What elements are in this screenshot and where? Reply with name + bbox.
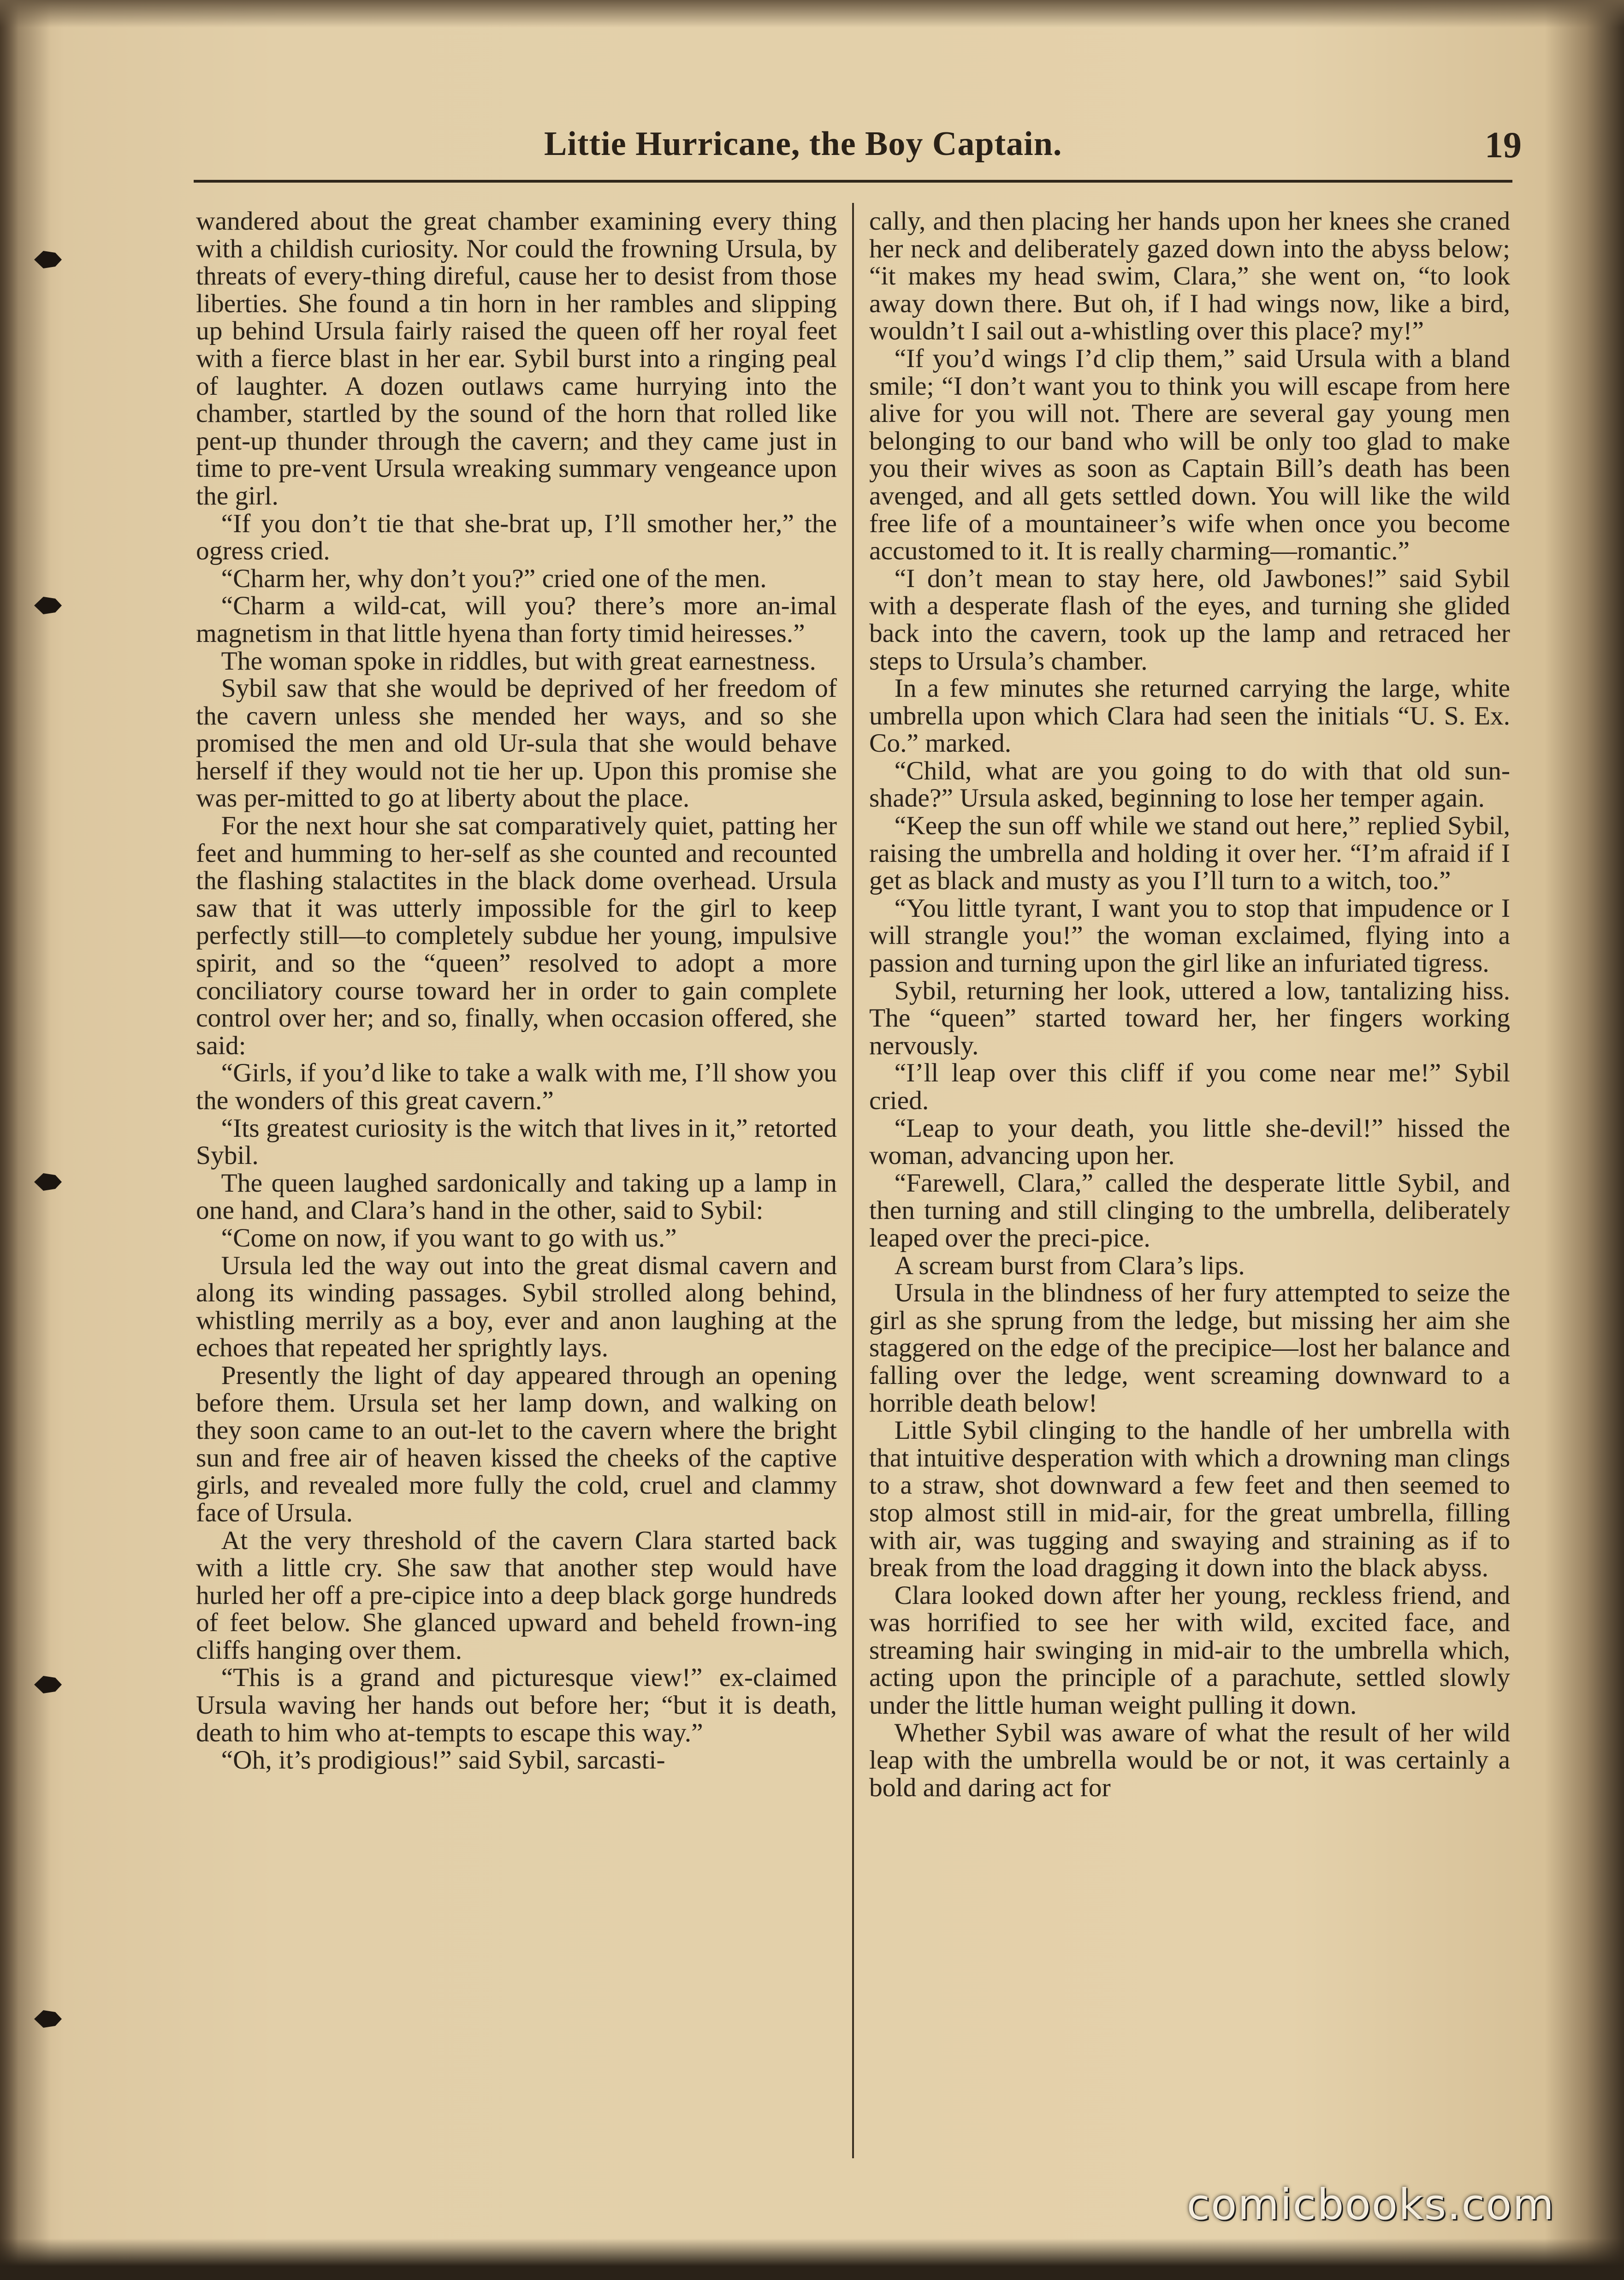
left-text-column bbox=[196, 208, 837, 1774]
paragraph: Sybil, returning her look, uttered a low, tantalizing hiss. The “queen” started toward her, her fingers working nervously. bbox=[869, 976, 1510, 1060]
binding-hole-icon bbox=[33, 1674, 63, 1695]
running-title: Littie Hurricane, the Boy Captain. bbox=[544, 125, 1062, 163]
binding-hole-icon bbox=[33, 249, 63, 270]
paragraph: Whether Sybil was aware of what the result of her wild leap with the umbrella would be or not, it was certainly a bold and daring act for bbox=[869, 1718, 1510, 1802]
paragraph: The queen laughed sardonically and taking up a lamp in one hand, and Clara’s hand in the other, said to Sybil: bbox=[196, 1168, 837, 1225]
paragraph: “Charm her, why don’t you?” cried one of the men. bbox=[221, 564, 767, 593]
spine-shadow bbox=[0, 0, 51, 2280]
paragraph: “Leap to your death, you little she-devil!” hissed the woman, advancing upon her. bbox=[869, 1113, 1510, 1170]
binding-hole-icon bbox=[33, 595, 63, 616]
paragraph: At the very threshold of the cavern Clara started back with a little cry. She saw that another step would have hurled her off a pre-cipice into a deep black gorge hundreds of feet below. She glanced upward and beheld frown-ing cliffs hanging over them. bbox=[196, 1526, 837, 1665]
watermark: comicbooks.com bbox=[1186, 2180, 1555, 2229]
paragraph: “Its greatest curiosity is the witch that lives in it,” retorted Sybil. bbox=[196, 1113, 837, 1170]
binding-hole-icon bbox=[33, 2008, 63, 2030]
column-divider bbox=[852, 203, 854, 2158]
paragraph: For the next hour she sat comparatively quiet, patting her feet and humming to her-self as she counted and recounted the flashing stalactites in the black dome overhead. Ursula saw that it was utterly impossible for the girl to keep perfectly still—to completely subdue her young, impulsive spirit, and so the “queen” resolved to adopt a more conciliatory course toward her in order to gain complete control over her; and so, finally, when occasion offered, she said: bbox=[196, 811, 837, 1060]
paragraph: “This is a grand and picturesque view!” ex-claimed Ursula waving her hands out before her; “but it is death, death to him who at-tempts to escape this way.” bbox=[196, 1663, 837, 1747]
page-bottom-edge bbox=[0, 2238, 1624, 2280]
paragraph: “Keep the sun off while we stand out here,” replied Sybil, raising the umbrella and holding it over her. “I’m afraid if I get as black and musty as you I’ll turn to a witch, too.” bbox=[869, 811, 1510, 896]
paragraph: “Child, what are you going to do with that old sun-shade?” Ursula asked, beginning to lose her temper again. bbox=[869, 756, 1510, 813]
right-text-column bbox=[869, 208, 1510, 1801]
paragraph: wandered about the great chamber examining every thing with a childish curiosity. Nor could the frowning Ursula, by threats of every-thing direful, cause her to desist from those liberties. She found a tin horn in her rambles and slipping up behind Ursula fairly raised the queen off her royal feet with a fierce blast in her ear. Sybil burst into a ringing peal of laughter. A dozen outlaws came hurrying into the chamber, startled by the sound of the horn that rolled like pent-up thunder through the cavern; and they came just in time to pre-vent Ursula wreaking summary vengeance upon the girl. bbox=[196, 207, 837, 511]
paragraph: Ursula in the blindness of her fury attempted to seize the girl as she sprung from the ledge, but missing her aim she staggered on the edge of the precipice—lost her balance and falling over the ledge, went screaming downward to a horrible death below! bbox=[869, 1278, 1510, 1418]
page-number: 19 bbox=[1485, 125, 1522, 166]
paragraph: “Charm a wild-cat, will you? there’s more an-imal magnetism in that little hyena than forty timid heiresses.” bbox=[196, 591, 837, 648]
paragraph: In a few minutes she returned carrying the large, white umbrella upon which Clara had seen the initials “U. S. Ex. Co.” marked. bbox=[869, 674, 1510, 758]
paragraph: Clara looked down after her young, reckless friend, and was horrified to see her with wild, excited face, and streaming hair swinging in mid-air to the umbrella which, acting upon the principle of a parachute, settled slowly under the little human weight pulling it down. bbox=[869, 1580, 1510, 1720]
paragraph: “You little tyrant, I want you to stop that impudence or I will strangle you!” the woman exclaimed, flying into a passion and turning upon the girl like an infuriated tigress. bbox=[869, 893, 1510, 978]
paragraph: “I’ll leap over this cliff if you come near me!” Sybil cried. bbox=[869, 1058, 1510, 1115]
binding-hole-icon bbox=[33, 1171, 63, 1193]
running-header bbox=[203, 125, 1522, 175]
paragraph: “I don’t mean to stay here, old Jawbones!” said Sybil with a desperate flash of the eyes, and turning she glided back into the cavern, took up the lamp and retraced her steps to Ursula’s chamber. bbox=[869, 564, 1510, 676]
paragraph: cally, and then placing her hands upon her knees she craned her neck and deliberately gazed down into the abyss below; “it makes my head swim, Clara,” she went on, “to look away down there. But oh, if I had wings now, like a bird, wouldn’t I sail out a-whistling over this place? my!” bbox=[869, 207, 1510, 346]
paragraph: The woman spoke in riddles, but with great earnestness. bbox=[221, 646, 816, 676]
page-top-edge bbox=[0, 0, 1624, 28]
paragraph: Little Sybil clinging to the handle of her umbrella with that intuitive desperation with which a drowning man clings to a straw, shot downward a few feet and then seemed to stop almost still in mid-air, for the great umbrella, filling with air, was tugging and swaying and straining as if to break from the load dragging it down into the black abyss. bbox=[869, 1416, 1510, 1583]
paragraph: “If you don’t tie that she-brat up, I’ll smother her,” the ogress cried. bbox=[196, 509, 837, 566]
paragraph: “Oh, it’s prodigious!” said Sybil, sarcasti- bbox=[221, 1746, 665, 1775]
paragraph: Presently the light of day appeared through an opening before them. Ursula set her lamp down, and walking on they soon came to an out-let to the cavern where the bright sun and free air of heaven kissed the cheeks of the captive girls, and revealed more fully the cold, cruel and clammy face of Ursula. bbox=[196, 1360, 837, 1527]
paragraph: “Farewell, Clara,” called the desperate little Sybil, and then turning and still clinging to the umbrella, deliberately leaped over the preci-pice. bbox=[869, 1168, 1510, 1253]
paragraph: A scream burst from Clara’s lips. bbox=[894, 1251, 1245, 1280]
paragraph: “If you’d wings I’d clip them,” said Ursula with a bland smile; “I don’t want you to think you will escape from here alive for you will not. There are several gay young men belonging to our band who will be only too glad to make you their wives as soon as Captain Bill’s death has been avenged, and all gets settled down. You will like the wild free life of a mountaineer’s wife when once you become accustomed to it. It is really charming—romantic.” bbox=[869, 344, 1510, 566]
paragraph: “Come on now, if you want to go with us.” bbox=[221, 1223, 677, 1253]
paragraph: “Girls, if you’d like to take a walk with me, I’ll show you the wonders of this great cavern.” bbox=[196, 1058, 837, 1115]
header-rule bbox=[194, 180, 1512, 183]
paragraph: Sybil saw that she would be deprived of her freedom of the cavern unless she mended her ways, and so she promised the men and old Ur-sula that she would behave herself if they would not tie her up. Upon this promise she was per-mitted to go at liberty about the place. bbox=[196, 674, 837, 813]
paragraph: Ursula led the way out into the great dismal cavern and along its winding passages. Sybil strolled along behind, whistling merrily as a boy, ever and anon laughing at the echoes that repeated her sprightly lays. bbox=[196, 1251, 837, 1363]
